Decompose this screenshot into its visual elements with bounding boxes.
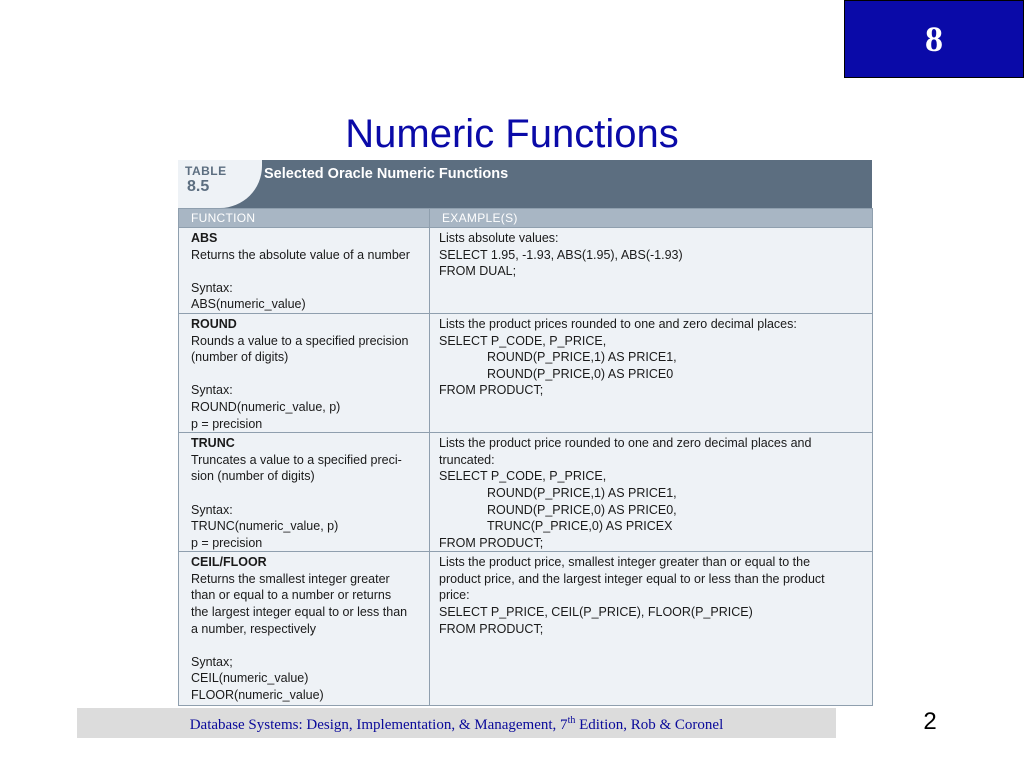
function-description-line: sion (number of digits) <box>191 469 315 484</box>
chapter-badge: 8 <box>844 0 1024 78</box>
function-cell <box>179 433 430 552</box>
example-cell <box>430 313 873 432</box>
column-header-examples: EXAMPLE(S) <box>430 209 873 228</box>
function-description-line: a number, respectively <box>191 621 317 636</box>
function-name: ABS <box>191 231 218 245</box>
footer-superscript: th <box>567 715 576 726</box>
function-description-line <box>191 637 423 654</box>
function-description-line: p = precision <box>191 535 263 550</box>
table-caption: Selected Oracle Numeric Functions <box>264 166 509 182</box>
functions-table <box>178 208 873 706</box>
example-line: ROUND(P_PRICE,1) AS PRICE1, <box>487 350 677 365</box>
example-line: ROUND(P_PRICE,0) AS PRICE0, <box>487 502 677 517</box>
function-name: ROUND <box>191 316 237 331</box>
function-description-line: ROUND(numeric_value, p) <box>191 399 341 414</box>
function-description-line <box>191 366 423 383</box>
function-description-line: the largest integer equal to or less than <box>191 605 408 620</box>
table-label: TABLE <box>185 164 227 178</box>
function-description-line: FLOOR(numeric_value) <box>191 688 324 703</box>
example-line: truncated: <box>439 452 495 467</box>
column-header-function: FUNCTION <box>179 209 430 228</box>
example-cell <box>430 552 873 706</box>
example-line: product price, and the largest integer equal to or less than the product <box>439 571 825 586</box>
function-description-line: Syntax: <box>191 502 233 517</box>
table-row <box>179 433 873 552</box>
footer-text-after: Edition, Rob & Coronel <box>575 717 724 733</box>
table-number-tab <box>178 160 262 208</box>
footer-bar <box>77 708 836 738</box>
footer-text-before: Database Systems: Design, Implementation, & Management, 7 <box>189 717 568 733</box>
table-row <box>179 313 873 432</box>
function-cell <box>179 228 430 314</box>
function-description-line: (number of digits) <box>191 350 289 365</box>
example-line: SELECT P_CODE, P_PRICE, <box>439 333 607 348</box>
example-line: SELECT P_CODE, P_PRICE, <box>439 469 607 484</box>
function-cell <box>179 313 430 432</box>
table-number: 8.5 <box>187 178 210 195</box>
example-line: TRUNC(P_PRICE,0) AS PRICEX <box>487 519 673 534</box>
example-cell <box>430 228 873 314</box>
table-row <box>179 552 873 706</box>
function-description-line: TRUNC(numeric_value, p) <box>191 519 339 534</box>
table-figure <box>178 160 872 702</box>
example-line: Lists the product price, smallest integer greater than or equal to the <box>439 555 811 570</box>
table-header-row <box>179 209 873 228</box>
slide-title: Numeric Functions <box>345 112 679 156</box>
example-line: ROUND(P_PRICE,1) AS PRICE1, <box>487 485 677 500</box>
function-description-line: Rounds a value to a specified precision <box>191 333 409 348</box>
example-line: FROM DUAL; <box>439 264 517 279</box>
table-body <box>179 228 873 706</box>
function-name: CEIL/FLOOR <box>191 555 267 570</box>
example-line: Lists the product prices rounded to one and zero decimal places: <box>439 316 797 331</box>
example-line: ROUND(P_PRICE,0) AS PRICE0 <box>487 366 674 381</box>
example-line: FROM PRODUCT; <box>439 621 544 636</box>
function-description-line: ABS(numeric_value) <box>191 297 306 312</box>
page-number: 2 <box>923 708 937 735</box>
example-line: Lists absolute values: <box>439 231 559 245</box>
function-name: TRUNC <box>191 436 235 451</box>
table-header-bar <box>178 160 872 208</box>
function-description-line: Syntax; <box>191 654 233 669</box>
example-line: Lists the product price rounded to one and zero decimal places and <box>439 436 812 451</box>
function-description-line <box>191 263 423 280</box>
example-line: FROM PRODUCT; <box>439 535 544 550</box>
function-description-line: Syntax: <box>191 383 233 398</box>
function-description-line: Returns the absolute value of a number <box>191 247 410 262</box>
function-description-line: Returns the smallest integer greater <box>191 571 390 586</box>
example-line: FROM PRODUCT; <box>439 383 544 398</box>
example-line: price: <box>439 588 470 603</box>
example-line: SELECT P_PRICE, CEIL(P_PRICE), FLOOR(P_PRICE) <box>439 605 753 620</box>
function-description-line: p = precision <box>191 416 263 431</box>
function-description-line: than or equal to a number or returns <box>191 588 392 603</box>
function-description-line <box>191 485 423 502</box>
example-line: SELECT 1.95, -1.93, ABS(1.95), ABS(-1.93) <box>439 247 683 262</box>
function-description-line: CEIL(numeric_value) <box>191 671 309 686</box>
table-row <box>179 228 873 314</box>
function-cell <box>179 552 430 706</box>
function-description-line: Truncates a value to a specified preci- <box>191 452 402 467</box>
footer-citation <box>77 715 836 734</box>
example-cell <box>430 433 873 552</box>
function-description-line: Syntax: <box>191 280 233 295</box>
